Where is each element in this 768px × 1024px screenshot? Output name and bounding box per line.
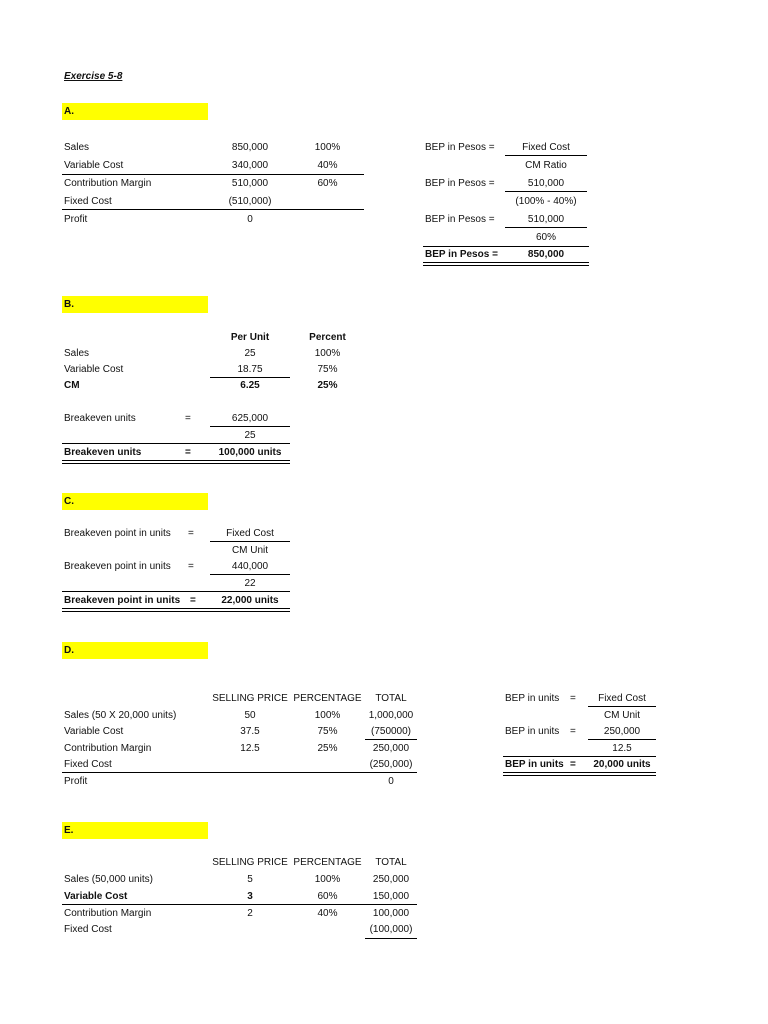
a-row-amount: 0 xyxy=(247,214,253,225)
d-row-label: Contribution Margin xyxy=(64,743,152,754)
a-bep-label: BEP in Pesos = xyxy=(425,142,495,153)
e-row-total: 150,000 xyxy=(372,891,410,902)
d-bep-label: BEP in units xyxy=(505,693,560,704)
d-header-percentage: PERCENTAGE xyxy=(293,693,362,704)
a-row-pct: 40% xyxy=(317,160,338,171)
b-row-pct: 25% xyxy=(317,380,338,391)
double-underline xyxy=(62,608,290,612)
b-header-per-unit: Per Unit xyxy=(230,332,270,343)
a-bep-step1-num: 510,000 xyxy=(527,178,565,189)
double-underline xyxy=(423,262,589,266)
d-header-total: TOTAL xyxy=(375,693,407,704)
d-row-pct: 100% xyxy=(314,710,341,721)
b-row-label: Variable Cost xyxy=(64,364,124,375)
a-bep-label: BEP in Pesos = xyxy=(425,178,495,189)
divider xyxy=(365,739,417,740)
d-equals: = xyxy=(570,693,576,704)
e-row-total: 250,000 xyxy=(372,874,410,885)
e-header-selling-price: SELLING PRICE xyxy=(212,857,288,868)
e-row-pct: 60% xyxy=(317,891,338,902)
a-row-amount: 510,000 xyxy=(231,178,269,189)
e-row-label: Variable Cost xyxy=(64,891,128,902)
e-row-total: 100,000 xyxy=(372,908,410,919)
d-row-price: 37.5 xyxy=(240,726,260,737)
section-c-label: C. xyxy=(64,496,74,507)
d-row-label: Profit xyxy=(64,776,88,787)
d-equals: = xyxy=(570,726,576,737)
d-row-total: (250,000) xyxy=(369,759,413,770)
b-row-label: Sales xyxy=(64,348,90,359)
e-row-label: Sales (50,000 units) xyxy=(64,874,153,885)
d-equals: = xyxy=(570,759,576,770)
e-row-label: Fixed Cost xyxy=(64,924,112,935)
c-num: 440,000 xyxy=(231,561,269,572)
c-equals: = xyxy=(188,528,194,539)
d-row-label: Sales (50 X 20,000 units) xyxy=(64,710,177,721)
divider xyxy=(365,938,417,939)
c-be-label: Breakeven point in units xyxy=(64,561,171,572)
e-row-price: 5 xyxy=(247,874,253,885)
b-equals: = xyxy=(185,413,191,424)
a-bep-result: 850,000 xyxy=(527,249,565,260)
section-c-header xyxy=(62,493,208,510)
a-row-label: Variable Cost xyxy=(64,160,124,171)
a-row-amount: (510,000) xyxy=(228,196,272,207)
fraction-bar xyxy=(505,155,587,156)
a-row-amount: 340,000 xyxy=(231,160,269,171)
a-row-label: Sales xyxy=(64,142,90,153)
b-row-pct: 100% xyxy=(314,348,341,359)
c-result: 22,000 units xyxy=(221,595,279,606)
d-row-pct: 25% xyxy=(317,743,338,754)
a-bep-formula-num: Fixed Cost xyxy=(522,142,570,153)
fraction-bar xyxy=(210,574,290,575)
section-e-label: E. xyxy=(64,825,74,836)
e-row-total: (100,000) xyxy=(369,924,413,935)
d-row-total: 1,000,000 xyxy=(368,710,414,721)
e-row-price: 3 xyxy=(247,891,253,902)
fraction-bar xyxy=(588,739,656,740)
b-breakeven-label: Breakeven units xyxy=(64,413,136,424)
divider xyxy=(62,174,364,175)
section-b-header xyxy=(62,296,208,313)
fraction-bar xyxy=(588,706,656,707)
e-row-pct: 100% xyxy=(314,874,341,885)
c-formula-num: Fixed Cost xyxy=(226,528,274,539)
d-row-label: Fixed Cost xyxy=(64,759,112,770)
a-row-pct: 100% xyxy=(314,142,341,153)
d-bep-label: BEP in units xyxy=(505,726,560,737)
b-row-unit: 25 xyxy=(244,348,256,359)
a-row-pct: 60% xyxy=(317,178,338,189)
e-row-pct: 40% xyxy=(317,908,338,919)
b-row-unit: 18.75 xyxy=(237,364,263,375)
divider xyxy=(423,246,589,247)
double-underline xyxy=(62,460,290,464)
divider xyxy=(503,756,656,757)
section-d-label: D. xyxy=(64,645,74,656)
c-den: 22 xyxy=(244,578,256,589)
divider xyxy=(62,591,290,592)
b-breakeven-result-label: Breakeven units xyxy=(64,447,142,458)
d-bep-den: 12.5 xyxy=(612,743,632,754)
d-header-selling-price: SELLING PRICE xyxy=(212,693,288,704)
divider xyxy=(62,904,417,905)
b-row-label: CM xyxy=(64,380,80,391)
a-row-label: Contribution Margin xyxy=(64,178,152,189)
a-bep-formula-den: CM Ratio xyxy=(525,160,567,171)
section-a-header xyxy=(62,103,208,120)
divider xyxy=(62,443,290,444)
d-row-total: 250,000 xyxy=(372,743,410,754)
section-a-label: A. xyxy=(64,106,74,117)
section-d-header xyxy=(62,642,208,659)
d-bep-result-label: BEP in units xyxy=(505,759,564,770)
a-bep-label: BEP in Pesos = xyxy=(425,214,495,225)
a-bep-step2-num: 510,000 xyxy=(527,214,565,225)
section-b-label: B. xyxy=(64,299,74,310)
d-bep-num: 250,000 xyxy=(603,726,641,737)
divider xyxy=(210,377,290,378)
e-header-percentage: PERCENTAGE xyxy=(293,857,362,868)
fraction-bar xyxy=(505,191,587,192)
d-row-price: 12.5 xyxy=(240,743,260,754)
a-row-amount: 850,000 xyxy=(231,142,269,153)
b-row-pct: 75% xyxy=(317,364,338,375)
d-bep-result: 20,000 units xyxy=(593,759,651,770)
b-be-result: 100,000 units xyxy=(218,447,282,458)
c-be-label: Breakeven point in units xyxy=(64,528,171,539)
divider xyxy=(62,209,364,210)
c-equals: = xyxy=(190,595,196,606)
d-row-label: Variable Cost xyxy=(64,726,124,737)
fraction-bar xyxy=(210,426,290,427)
a-bep-step1-den: (100% - 40%) xyxy=(515,196,577,207)
b-header-percent: Percent xyxy=(309,332,346,343)
e-row-label: Contribution Margin xyxy=(64,908,152,919)
section-e-header xyxy=(62,822,208,839)
fraction-bar xyxy=(505,227,587,228)
c-equals: = xyxy=(188,561,194,572)
d-row-total: 0 xyxy=(388,776,394,787)
double-underline xyxy=(503,772,656,776)
e-row-price: 2 xyxy=(247,908,253,919)
c-be-result-label: Breakeven point in units xyxy=(64,595,181,606)
d-row-pct: 75% xyxy=(317,726,338,737)
b-row-unit: 6.25 xyxy=(240,380,260,391)
divider xyxy=(62,772,417,773)
fraction-bar xyxy=(210,541,290,542)
a-row-label: Profit xyxy=(64,214,88,225)
exercise-title: Exercise 5-8 xyxy=(64,71,123,82)
a-bep-result-label: BEP in Pesos = xyxy=(425,249,498,260)
b-be-den: 25 xyxy=(244,430,256,441)
d-bep-formula-den: CM Unit xyxy=(603,710,641,721)
d-bep-formula-num: Fixed Cost xyxy=(598,693,646,704)
b-be-num: 625,000 xyxy=(231,413,269,424)
a-row-label: Fixed Cost xyxy=(64,196,112,207)
a-bep-step2-den: 60% xyxy=(535,232,556,243)
b-equals: = xyxy=(185,447,191,458)
c-formula-den: CM Unit xyxy=(231,545,269,556)
d-row-price: 50 xyxy=(244,710,256,721)
e-header-total: TOTAL xyxy=(375,857,407,868)
d-row-total: (750000) xyxy=(370,726,412,737)
